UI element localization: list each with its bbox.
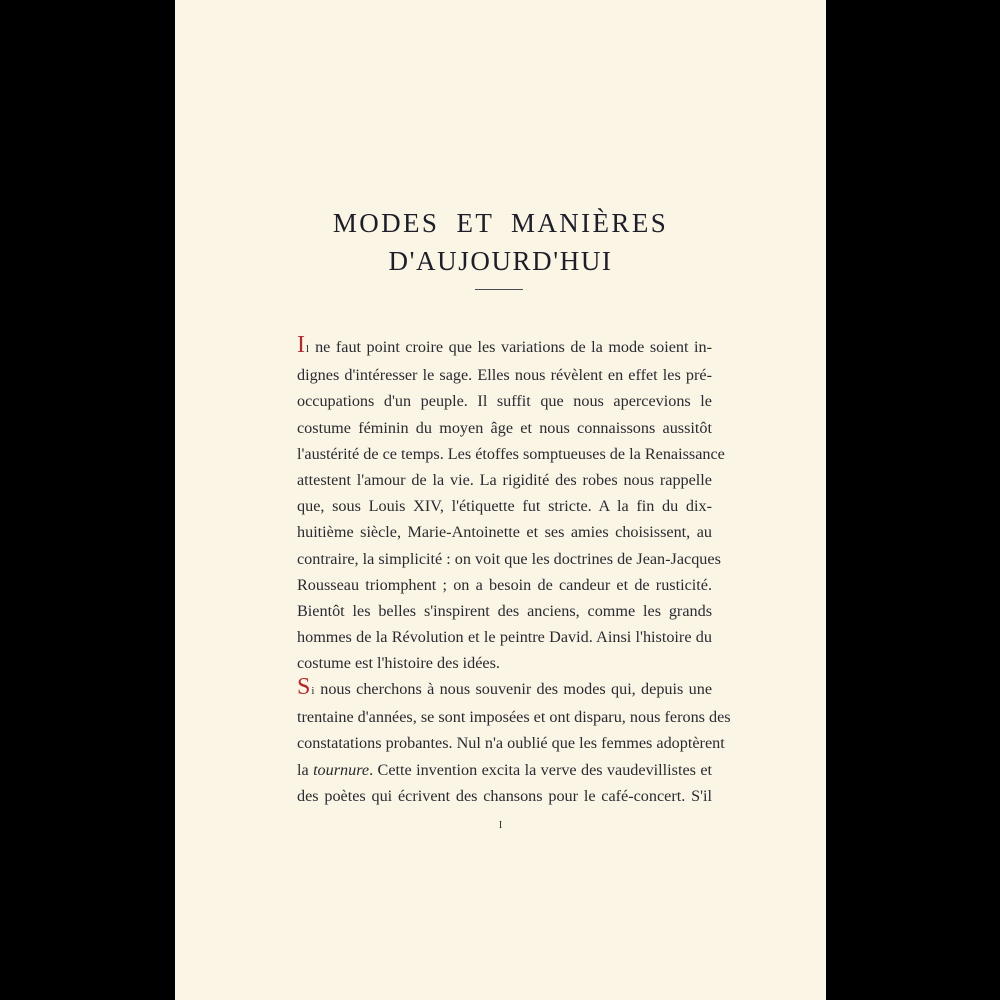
text-line: la tournure. Cette invention excita la verve des vaudevillistes et bbox=[297, 760, 712, 779]
text-line: Si nous cherchons à nous souvenir des modes qui, depuis une bbox=[297, 674, 712, 700]
drop-cap: I bbox=[297, 332, 305, 358]
page-title-line-1: MODES ET MANIÈRES bbox=[332, 208, 669, 238]
text-line: Rousseau triomphent ; on a besoin de candeur et de rusticité. bbox=[297, 575, 712, 594]
text-line: Il ne faut point croire que les variations de la mode soient in- bbox=[297, 332, 712, 358]
text-line: trentaine d'années, se sont imposées et ont disparu, nous ferons des bbox=[297, 708, 731, 727]
text-line: huitième siècle, Marie-Antoinette et ses amies choisissent, au bbox=[297, 523, 712, 542]
text-line: dignes d'intéresser le sage. Elles nous révèlent en effet les pré- bbox=[297, 366, 712, 385]
text-line: hommes de la Révolution et le peintre David. Ainsi l'histoire du bbox=[297, 628, 712, 647]
text-line: occupations d'un peuple. Il suffit que nous apercevions le bbox=[297, 392, 712, 411]
drop-cap: S bbox=[297, 674, 311, 700]
page-number: I bbox=[498, 820, 503, 831]
text-line: des poètes qui écrivent des chansons pour le café-concert. S'il bbox=[297, 786, 712, 805]
text-line: Bientôt les belles s'inspirent des anciens, comme les grands bbox=[297, 602, 712, 621]
book-page bbox=[175, 0, 826, 1000]
text-line: attestent l'amour de la vie. La rigidité des robes nous rappelle bbox=[297, 471, 712, 490]
text-line: que, sous Louis XIV, l'étiquette fut stricte. A la fin du dix- bbox=[297, 497, 712, 516]
text-line: costume féminin du moyen âge et nous connaissons aussitôt bbox=[297, 418, 712, 437]
italic-term: tournure bbox=[313, 760, 370, 779]
text-line: l'austérité de ce temps. Les étoffes somptueuses de la Renaissance bbox=[297, 444, 725, 463]
text-line: contraire, la simplicité : on voit que les doctrines de Jean-Jacques bbox=[297, 549, 721, 568]
drop-cap-continuation: i bbox=[311, 685, 315, 697]
paragraph-1 bbox=[297, 332, 725, 677]
text-line: constatations probantes. Nul n'a oublié que les femmes adoptèrent bbox=[297, 734, 725, 753]
text-line: costume est l'histoire des idées. bbox=[297, 654, 500, 673]
paragraph-2 bbox=[297, 674, 731, 809]
drop-cap-continuation: l bbox=[306, 343, 310, 355]
page-title-line-2: D'AUJOURD'HUI bbox=[388, 246, 613, 276]
title-rule-divider bbox=[475, 289, 523, 290]
